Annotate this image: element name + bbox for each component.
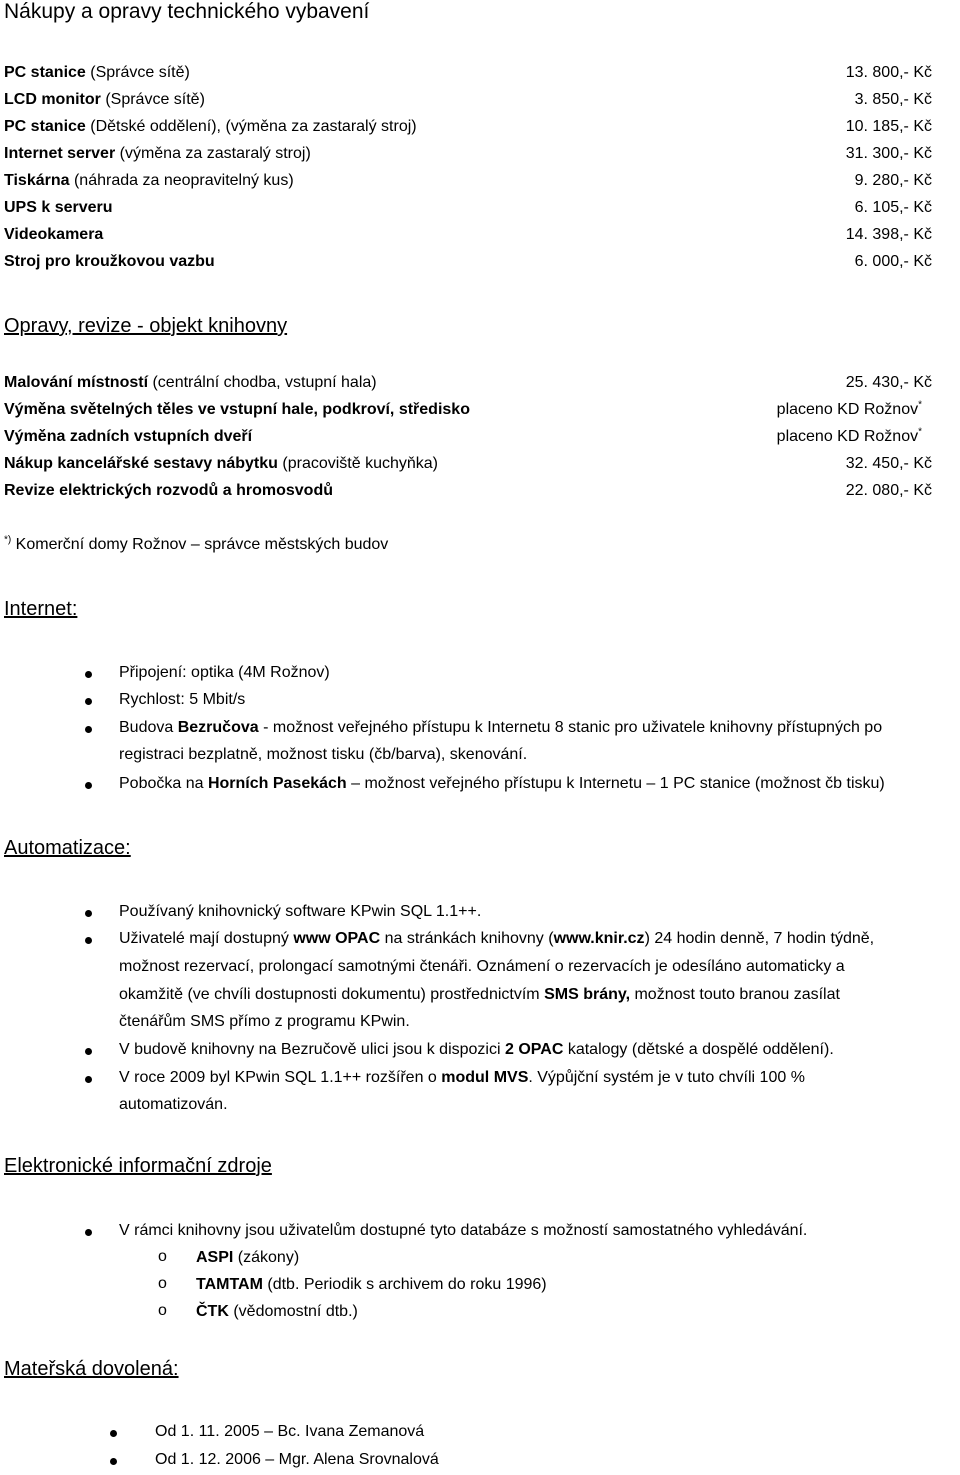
- bullet-icon: [85, 671, 92, 678]
- bullet-icon: [110, 1458, 117, 1465]
- list-item-continuation: automatizován.: [119, 1096, 228, 1113]
- maternity-heading: Mateřská dovolená:: [4, 1358, 179, 1380]
- database-item: TAMTAM (dtb. Periodik s archivem do roku 1996): [196, 1276, 547, 1293]
- purchase-item: PC stanice (Dětské oddělení), (výměna za zastaralý stroj): [4, 118, 417, 135]
- purchase-price: 13. 800,- Kč: [845, 64, 932, 81]
- repair-price: 22. 080,- Kč: [845, 482, 932, 499]
- list-item-continuation: čtenářům SMS přímo z programu KPwin.: [119, 1013, 410, 1030]
- repair-price: placeno KD Rožnov*: [776, 426, 922, 445]
- circle-bullet-icon: o: [158, 1248, 167, 1265]
- bullet-icon: [85, 910, 92, 917]
- repair-price: placeno KD Rožnov*: [776, 399, 922, 418]
- list-item: Uživatelé mají dostupný www OPAC na stránkách knihovny (www.knir.cz) 24 hodin denně, 7 hodin týdně,: [119, 930, 875, 947]
- list-item-continuation: okamžitě (ve chvíli dostupnosti dokumentu) prostřednictvím SMS brány, možnost touto branou zasílat: [119, 986, 840, 1003]
- footnote: *) Komerční domy Rožnov – správce městských budov: [4, 534, 389, 553]
- list-item: V budově knihovny na Bezručově ulici jsou k dispozici 2 OPAC katalogy (dětské a dospělé oddělení).: [119, 1041, 834, 1058]
- purchase-price: 14. 398,- Kč: [845, 226, 932, 243]
- bullet-icon: [85, 726, 92, 733]
- purchase-item: LCD monitor (Správce sítě): [4, 91, 205, 108]
- automation-heading: Automatizace:: [4, 837, 131, 859]
- list-item: Připojení: optika (4M Rožnov): [119, 664, 330, 681]
- bullet-icon: [85, 1076, 92, 1083]
- bullet-icon: [85, 1048, 92, 1055]
- repair-price: 32. 450,- Kč: [845, 455, 932, 472]
- bullet-icon: [85, 937, 92, 944]
- list-item-continuation: registraci bezplatně, možnost tisku (čb/barva), skenování.: [119, 746, 528, 763]
- purchase-item: Internet server (výměna za zastaralý stroj): [4, 145, 311, 162]
- purchase-price: 6. 000,- Kč: [854, 253, 932, 270]
- list-item-continuation: možnost rezervací, prolongací samotnými čtenáři. Oznámení o rezervacích je odesíláno automaticky a: [119, 958, 845, 975]
- bullet-icon: [110, 1430, 117, 1437]
- list-item: V rámci knihovny jsou uživatelům dostupné tyto databáze s možností samostatného vyhledávání.: [119, 1222, 808, 1239]
- purchase-price: 6. 105,- Kč: [854, 199, 932, 216]
- eresources-heading: Elektronické informační zdroje: [4, 1155, 272, 1177]
- purchase-price: 31. 300,- Kč: [845, 145, 932, 162]
- list-item: Budova Bezručova - možnost veřejného přístupu k Internetu 8 stanic pro uživatele knihovny přístupných po: [119, 719, 883, 736]
- list-item: Používaný knihovnický software KPwin SQL 1.1++.: [119, 903, 482, 920]
- purchase-item: Videokamera: [4, 226, 104, 243]
- repair-item: Nákup kancelářské sestavy nábytku (pracoviště kuchyňka): [4, 455, 438, 472]
- bullet-icon: [85, 1229, 92, 1236]
- bullet-icon: [85, 698, 92, 705]
- repair-item: Výměna zadních vstupních dveří: [4, 428, 253, 445]
- purchase-item: PC stanice (Správce sítě): [4, 64, 190, 81]
- database-item: ČTK (vědomostní dtb.): [196, 1303, 358, 1320]
- internet-heading: Internet:: [4, 598, 78, 620]
- purchase-item: Tiskárna (náhrada za neopravitelný kus): [4, 172, 294, 189]
- bullet-icon: [85, 782, 92, 789]
- list-item: Pobočka na Horních Pasekách – možnost veřejného přístupu k Internetu – 1 PC stanice (možnost čb tisku): [119, 775, 885, 792]
- repair-item: Výměna světelných těles ve vstupní hale, podkroví, středisko: [4, 401, 470, 418]
- page-title: Nákupy a opravy technického vybavení: [4, 0, 370, 23]
- list-item: V roce 2009 byl KPwin SQL 1.1++ rozšířen o modul MVS. Výpůjční systém je v tuto chvíli 100 %: [119, 1069, 805, 1086]
- purchase-price: 3. 850,- Kč: [854, 91, 932, 108]
- purchase-price: 9. 280,- Kč: [854, 172, 932, 189]
- circle-bullet-icon: o: [158, 1302, 167, 1319]
- circle-bullet-icon: o: [158, 1275, 167, 1292]
- repairs-heading: Opravy, revize - objekt knihovny: [4, 315, 288, 337]
- repair-item: Malování místností (centrální chodba, vstupní hala): [4, 374, 377, 391]
- repair-item: Revize elektrických rozvodů a hromosvodů: [4, 482, 333, 499]
- purchase-price: 10. 185,- Kč: [845, 118, 932, 135]
- repair-price: 25. 430,- Kč: [845, 374, 932, 391]
- database-item: ASPI (zákony): [196, 1249, 300, 1266]
- list-item: Od 1. 12. 2006 – Mgr. Alena Srovnalová: [155, 1451, 439, 1468]
- purchase-item: Stroj pro kroužkovou vazbu: [4, 253, 215, 270]
- list-item: Rychlost: 5 Mbit/s: [119, 691, 246, 708]
- list-item: Od 1. 11. 2005 – Bc. Ivana Zemanová: [155, 1423, 425, 1440]
- purchase-item: UPS k serveru: [4, 199, 113, 216]
